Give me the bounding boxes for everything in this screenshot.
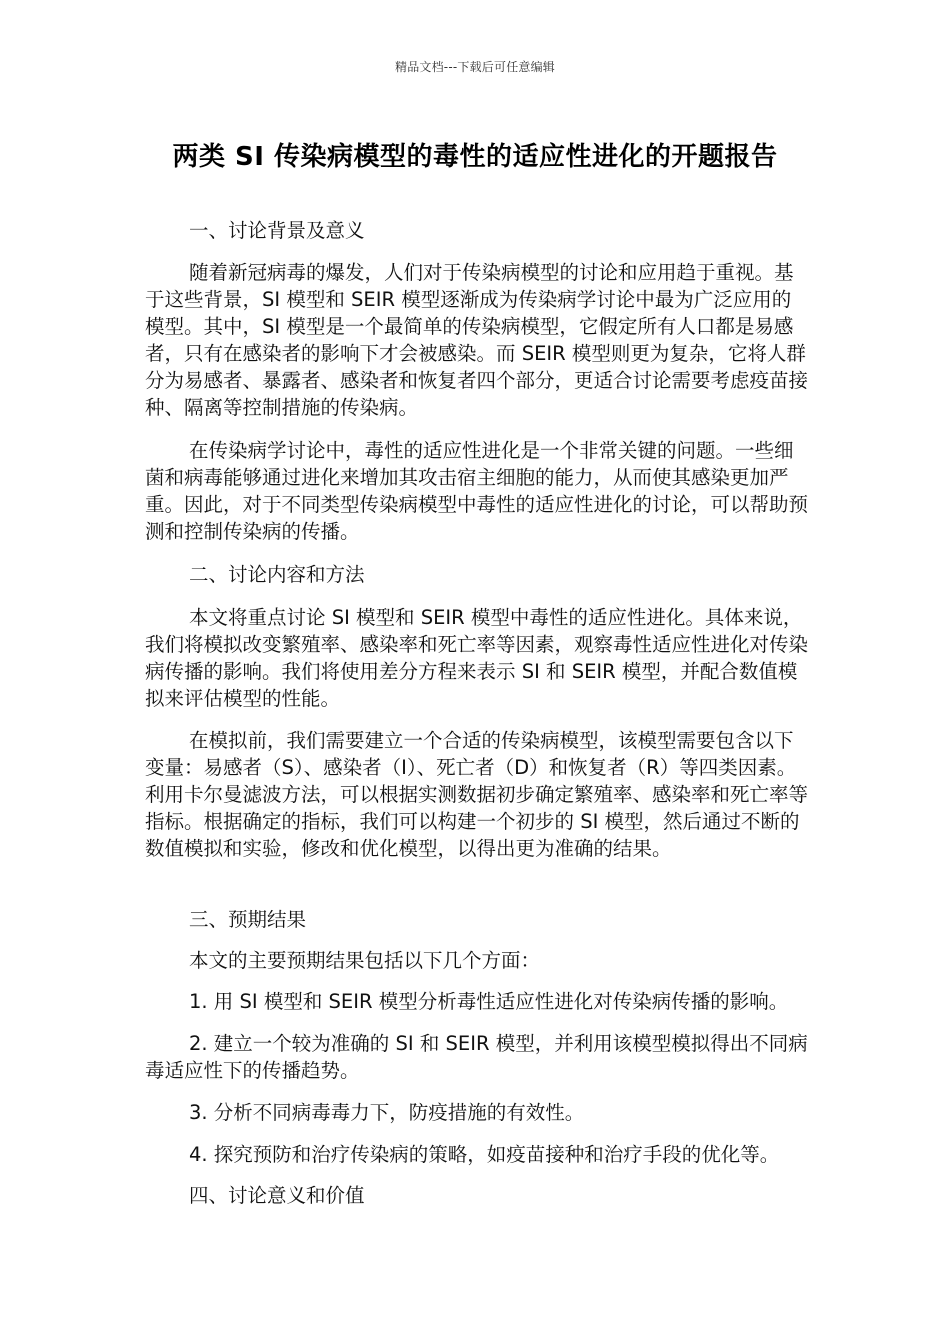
list-item: [145, 1099, 810, 1126]
list-item-text: 3. 分析不同病毒毒力下，防疫措施的有效性。: [189, 1101, 585, 1124]
paragraph-text: 在模拟前，我们需要建立一个合适的传染病模型，该模型需要包含以下变量：易感者（S）、感染者（I）、死亡者（D）和恢复者（R）等四类因素。利用卡尔曼滤波方法，可以根据实测数据初步确定繁殖率、感染率和死亡率等指标。根据确定的指标，我们可以构建一个初步的 SI 模型，然后通过不断的数值模拟和实验，修改和优化模型，以得出更为准确的结果。: [145, 729, 809, 860]
list-item-text: 1. 用 SI 模型和 SEIR 模型分析毒性适应性进化对传染病传播的影响。: [189, 990, 789, 1013]
paragraph-text: 随着新冠病毒的爆发，人们对于传染病模型的讨论和应用趋于重视。基于这些背景，SI 模型和 SEIR 模型逐渐成为传染病学讨论中最为广泛应用的模型。其中，SI 模型是一个最简单的传染病模型，它假定所有人口都是易感者，只有在感染者的影响下才会被感染。而 SEIR 模型则更为复杂，它将人群分为易感者、暴露者、感染者和恢复者四个部分，更适合讨论需要考虑疫苗接种、隔离等控制措施的传染病。: [145, 261, 809, 419]
section-heading-text: 一、讨论背景及意义: [189, 219, 365, 242]
header-note: 精品文档---下载后可任意编辑: [395, 60, 555, 74]
section-heading-content-methods: [145, 561, 810, 588]
section-heading-text: 三、预期结果: [189, 908, 307, 931]
document-title: 两类 SI 传染病模型的毒性的适应性进化的开题报告: [172, 142, 778, 172]
paragraph: [145, 437, 810, 545]
list-item: [145, 1030, 810, 1084]
section-heading-background: [145, 217, 810, 244]
paragraph-text: 本文的主要预期结果包括以下几个方面：: [189, 949, 541, 972]
list-item: [145, 988, 810, 1015]
section-heading-text: 四、讨论意义和价值: [189, 1184, 365, 1207]
paragraph-text: 本文将重点讨论 SI 模型和 SEIR 模型中毒性的适应性进化。具体来说，我们将模拟改变繁殖率、感染率和死亡率等因素，观察毒性适应性进化对传染病传播的影响。我们将使用差分方程来表示 SI 和 SEIR 模型，并配合数值模拟来评估模型的性能。: [145, 606, 809, 710]
paragraph: [145, 947, 810, 974]
paragraph-text: 在传染病学讨论中，毒性的适应性进化是一个非常关键的问题。一些细菌和病毒能够通过进化来增加其攻击宿主细胞的能力，从而使其感染更加严重。因此，对于不同类型传染病模型中毒性的适应性进化的讨论，可以帮助预测和控制传染病的传播。: [145, 439, 809, 543]
list-item: [145, 1141, 810, 1168]
list-item-text: 4. 探究预防和治疗传染病的策略，如疫苗接种和治疗手段的优化等。: [189, 1143, 780, 1166]
section-heading-significance: [145, 1182, 810, 1209]
paragraph: [145, 259, 810, 421]
list-item-text: 2. 建立一个较为准确的 SI 和 SEIR 模型，并利用该模型模拟得出不同病毒适应性下的传播趋势。: [145, 1032, 808, 1082]
paragraph: [145, 727, 810, 862]
section-heading-text: 二、讨论内容和方法: [189, 563, 365, 586]
paragraph: [145, 604, 810, 712]
section-heading-expected-results: [145, 906, 810, 933]
